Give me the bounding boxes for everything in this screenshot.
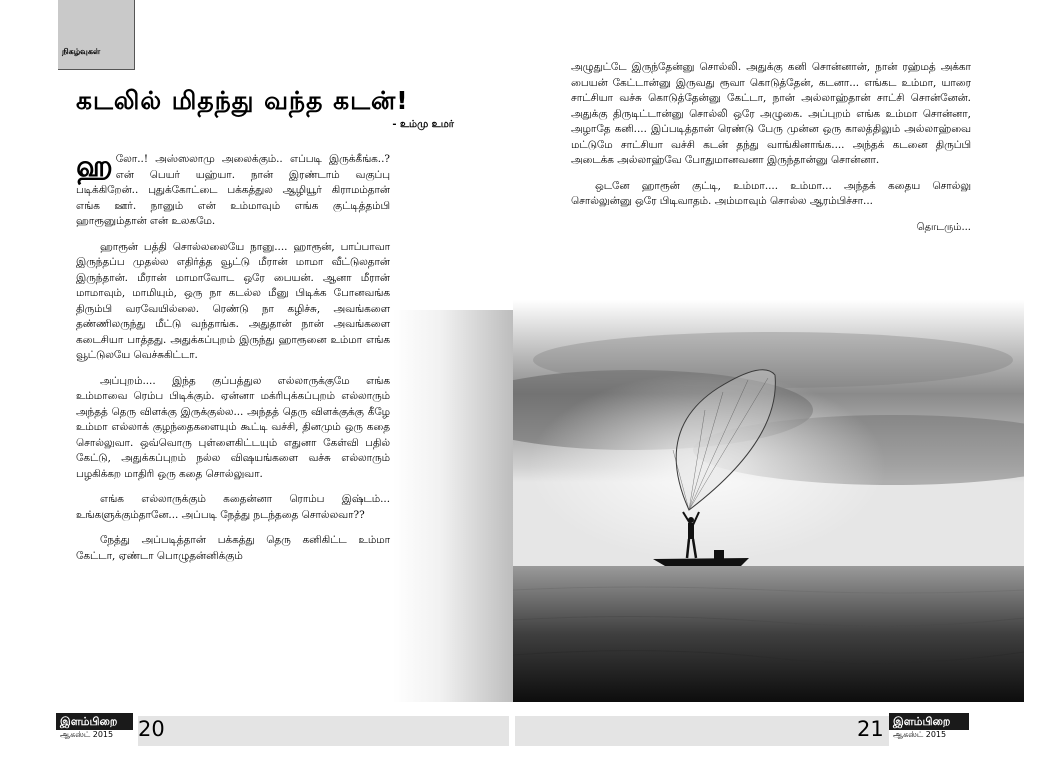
article-author: - உம்மு உமர் bbox=[392, 119, 454, 130]
magazine-brand-right bbox=[889, 713, 969, 740]
paragraph: ஹலோ..! அஸ்ஸலாமு அலைக்கும்.. எப்படி இருக்கீங்க..? என் பெயர் யஹ்யா. நான் இரண்டாம் வகுப்பு படிக்கிறேன்.. புதுக்கோட்டை பக்கத்துல ஆழியூர் கிராமம்தான் எங்க ஊர். நானும் என் உம்மாவும் எங்க குட்டித்தம்பி ஹாரூனும்தான் என் உலகமே. bbox=[76, 149, 390, 227]
paragraph: ஹாரூன் பத்தி சொல்லலையே நானு.... ஹாரூன், பாப்பாவா இருந்தப்ப முதல்ல எதிர்த்த வூட்டு மீரான் மாமா வீட்டுலதான் இருந்தான். மீரான் மாமாவோட ஒரே பையன். ஆனா மீரான் மாமாவும், மாமியும், ஒரு நா கடல்ல மீனு பிடிக்க போனவங்க திரும்பி வரவேயில்லை. ரெண்டு நா கழிச்சு, அவங்களை தண்ணிலருந்து மீட்டு வந்தாங்க. அதுதான் நான் அவங்களை கடைசியா பாத்தது. அதுக்கப்புறம் இருந்து ஹாரூனை உம்மா எங்க வூட்டுலயே வெச்சுகிட்டா. bbox=[76, 240, 390, 361]
section-label: நிகழ்வுகள் bbox=[62, 47, 101, 56]
brand-name: இளம்பிறை bbox=[893, 715, 951, 728]
paragraph: எங்க எல்லாருக்கும் கதைன்னா ரொம்ப இஷ்டம்... உங்களுக்கும்தானே... அப்படி நேத்து நடந்ததை சொல்லவா?? bbox=[76, 493, 390, 521]
page-number-left: 20 bbox=[138, 717, 165, 741]
paragraph: அப்புறம்.... இந்த குப்பத்துல எல்லாருக்குமே எங்க உம்மாவை ரெம்ப பிடிக்கும். ஏன்னா மக்ரிபுக்கப்புறம் எல்லாரும் அந்தத் தெரு விளக்கு இருக்குல்ல... அந்தத் தெரு விளக்குக்கு கீழே உம்மா எல்லாக் குழந்தைகளையும் கூட்டி வச்சி, தினமும் ஒரு கதை சொல்லுவா. ஒவ்வொரு புள்ளைகிட்டயும் எதுனா கேள்வி பதில் கேட்டு, அதுக்கப்புறம் நல்ல விஷயங்களை வச்சு எல்லாரும் பழகிக்கற மாதிரி ஒரு கதை சொல்லுவா. bbox=[76, 374, 390, 480]
paragraph: நேத்து அப்படித்தான் பக்கத்து தெரு கனிகிட்ட உம்மா கேட்டா, ஏண்டா பொழுதன்னிக்கும் bbox=[76, 534, 390, 562]
magazine-brand-left bbox=[56, 713, 133, 740]
fisherman-casting-net-photo bbox=[513, 300, 1024, 702]
right-text-column bbox=[571, 60, 971, 245]
section-tab bbox=[58, 0, 135, 70]
issue-date: ஆகஸ்ட் 2015 bbox=[889, 730, 969, 740]
paragraph: அழுதுட்டே இருந்தேன்னு சொல்லி. அதுக்கு கனி சொன்னான், நான் ரஹ்மத் அக்கா பையன் கேட்டான்னு இருவது ரூவா கொடுத்தேன், கடனா... எங்கட உம்மா, யாரை சாட்சியா வச்சு கொடுத்தேன்னு கேட்டா, நான் அல்லாஹ்தான் சாட்சி சொன்னேன். அதுக்கு திருடிட்டான்னு சொல்லி ஒரே அழுகை. அப்புறம் எங்க உம்மா சொன்னா, அழாதே கனி.... இப்படித்தான் ரெண்டு பேரு முன்ன ஒரு காலத்திலும் அல்லாஹ்வை மட்டுமே சாட்சியா வச்சி கடன் தந்து வாங்கினாங்க.... அந்தக் கடனை திருப்பி அடைக்க அல்லாஹ்வே போதுமானவனா இருந்தான்னு சொன்னா. bbox=[571, 61, 971, 166]
photo-fade bbox=[393, 310, 513, 702]
left-text-column bbox=[76, 149, 390, 574]
footer-bar-left bbox=[138, 716, 509, 746]
dropcap: ஹ bbox=[76, 149, 113, 184]
footer-bar-right bbox=[515, 716, 889, 746]
article-title: கடலில் மிதந்து வந்த கடன்! bbox=[76, 86, 409, 115]
page-number-right: 21 bbox=[857, 717, 884, 741]
issue-date: ஆகஸ்ட் 2015 bbox=[56, 730, 133, 740]
continued-label: தொடரும்... bbox=[916, 221, 971, 233]
brand-name: இளம்பிறை bbox=[60, 715, 118, 728]
photo-illustration bbox=[513, 300, 1024, 702]
paragraph: ஒடனே ஹாரூன் குட்டி, உம்மா.... உம்மா... அந்தக் கதைய சொல்லு சொல்லுன்னு ஒரே பிடிவாதம். அம்மாவும் சொல்ல ஆரம்பிச்சா... bbox=[571, 179, 971, 207]
